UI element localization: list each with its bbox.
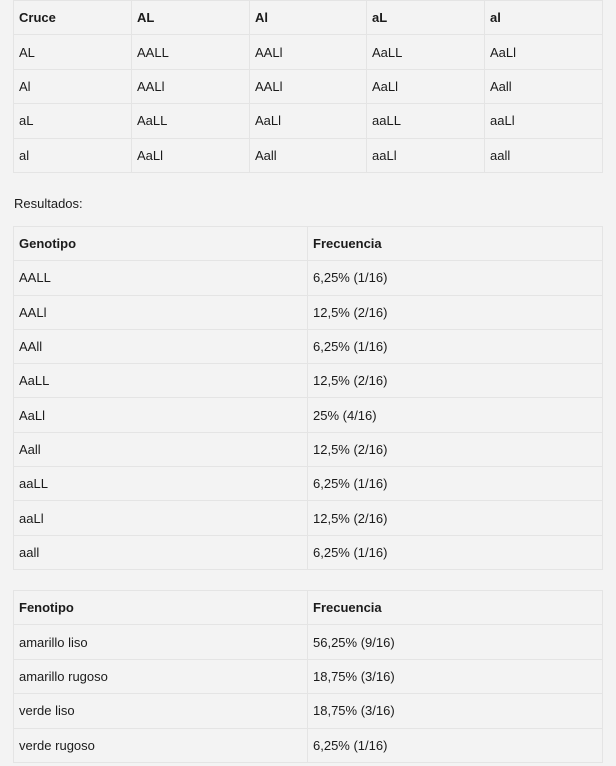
genotype-cell: aall [14,535,308,569]
genotype-cell: AAll [14,329,308,363]
frequency-cell: 6,25% (1/16) [308,467,603,501]
phenotype-cell: amarillo liso [14,625,308,659]
frequency-cell: 6,25% (1/16) [308,535,603,569]
table-row [14,432,603,466]
row-header-cell: AL [14,35,132,69]
column-header: Cruce [14,1,132,35]
table-cell: aaLl [485,104,603,138]
genotype-cell: AALl [14,295,308,329]
frequency-cell: 6,25% (1/16) [308,261,603,295]
phenotype-cell: amarillo rugoso [14,659,308,693]
table-row [14,535,603,569]
table-row [14,659,603,693]
table-cell: aaLL [367,104,485,138]
table-cell: aall [485,138,603,172]
table-row [14,625,603,659]
phenotype-header-row [14,591,603,625]
table-row [14,364,603,398]
table-cell: AaLl [250,104,367,138]
frequency-cell: 12,5% (2/16) [308,432,603,466]
table-cell: AALl [250,69,367,103]
frequency-cell: 12,5% (2/16) [308,501,603,535]
column-header: Al [250,1,367,35]
table-row [14,694,603,728]
table-row [14,467,603,501]
phenotype-cell: verde liso [14,694,308,728]
genotype-cell: AALL [14,261,308,295]
phenotype-cell: verde rugoso [14,728,308,762]
column-header: Fenotipo [14,591,308,625]
frequency-cell: 12,5% (2/16) [308,295,603,329]
table-row [14,35,603,69]
genotype-table [13,226,603,570]
column-header: Frecuencia [308,227,603,261]
table-row [14,329,603,363]
table-row [14,728,603,762]
frequency-cell: 12,5% (2/16) [308,364,603,398]
table-cell: aaLl [367,138,485,172]
table-row [14,261,603,295]
table-cell: AALl [250,35,367,69]
table-cell: Aall [485,69,603,103]
table-cell: Aall [250,138,367,172]
genotype-cell: aaLl [14,501,308,535]
table-cell: AaLl [132,138,250,172]
results-label: Resultados: [14,196,83,211]
column-header: Genotipo [14,227,308,261]
row-header-cell: al [14,138,132,172]
column-header: aL [367,1,485,35]
genotype-cell: Aall [14,432,308,466]
frequency-cell: 6,25% (1/16) [308,329,603,363]
table-row [14,295,603,329]
frequency-cell: 18,75% (3/16) [308,659,603,693]
genotype-header-row [14,227,603,261]
frequency-cell: 56,25% (9/16) [308,625,603,659]
phenotype-table [13,590,603,763]
column-header: AL [132,1,250,35]
table-row [14,138,603,172]
table-row [14,69,603,103]
frequency-cell: 18,75% (3/16) [308,694,603,728]
cross-header-row [14,1,603,35]
frequency-cell: 25% (4/16) [308,398,603,432]
table-cell: AaLl [485,35,603,69]
table-row [14,104,603,138]
table-cell: AaLl [367,69,485,103]
column-header: Frecuencia [308,591,603,625]
row-header-cell: Al [14,69,132,103]
table-cell: AaLL [132,104,250,138]
column-header: al [485,1,603,35]
row-header-cell: aL [14,104,132,138]
table-row [14,398,603,432]
table-row [14,501,603,535]
cross-table [13,0,603,173]
genotype-cell: AaLL [14,364,308,398]
genotype-cell: aaLL [14,467,308,501]
genotype-cell: AaLl [14,398,308,432]
frequency-cell: 6,25% (1/16) [308,728,603,762]
table-cell: AALl [132,69,250,103]
table-cell: AALL [132,35,250,69]
table-cell: AaLL [367,35,485,69]
